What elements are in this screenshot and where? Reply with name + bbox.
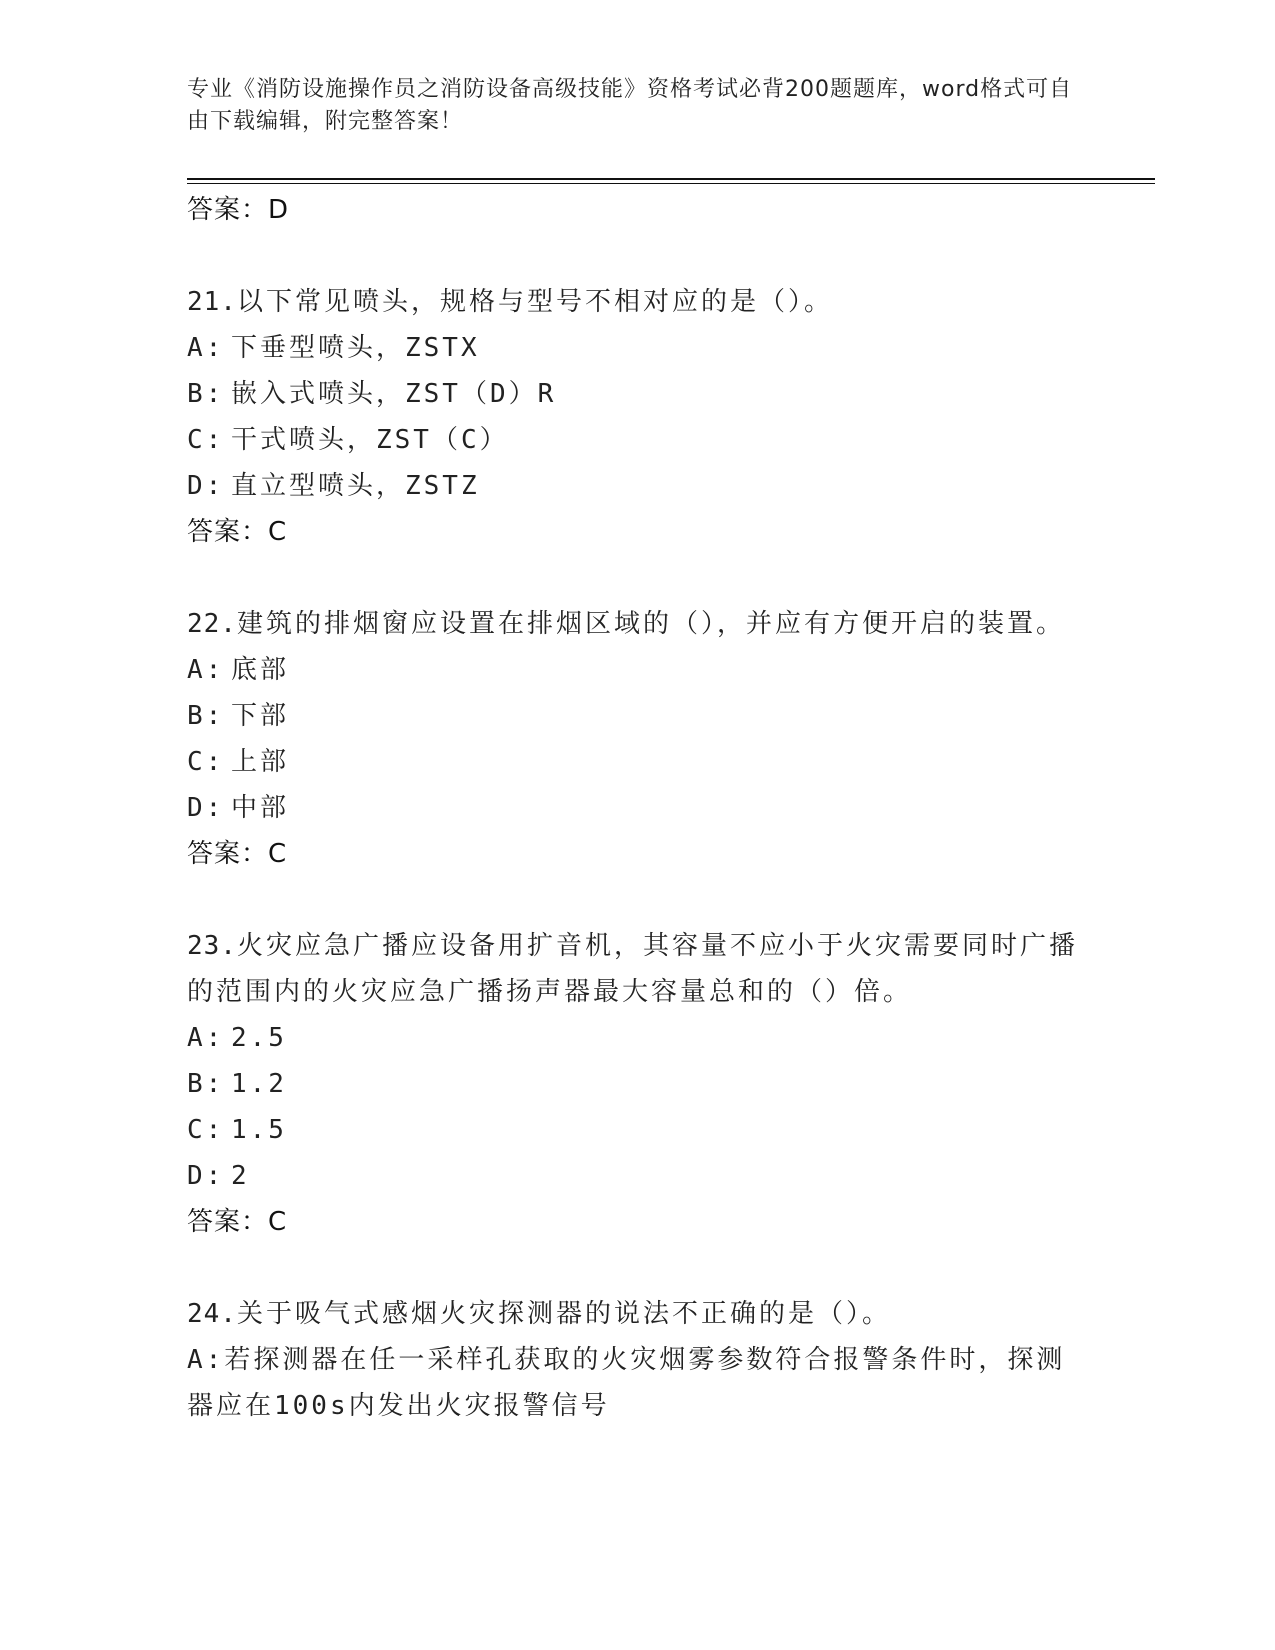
option-a [187,325,1087,371]
option-text: 若探测器在任一采样孔获取的火灾烟雾参数符合报警条件时，探测器应在100s内发出火灾报警信号 [187,1345,1066,1421]
answer-value: C [268,839,288,869]
option-key: A: [187,655,225,685]
question-text: 火灾应急广播应设备用扩音机，其容量不应小于火灾需要同时广播的范围内的火灾应急广播扬声器最大容量总和的（）倍。 [187,931,1078,1007]
answer-line [187,187,1087,233]
question-number: 24. [187,1299,237,1329]
option-text: 直立型喷头，ZSTZ [231,471,480,501]
question-text: 关于吸气式感烟火灾探测器的说法不正确的是（）。 [236,1299,891,1329]
option-text: 底部 [231,655,290,685]
question-21 [187,279,1087,325]
option-key: B: [187,1069,225,1099]
option-text: 下部 [231,701,290,731]
option-key: C: [187,747,225,777]
header-divider-thin [187,183,1155,184]
option-a [187,1015,1087,1061]
option-key: A: [187,333,225,363]
option-key: B: [187,379,225,409]
answer-label: 答案： [187,517,269,547]
option-key: A: [187,1345,225,1375]
spacer [187,1245,1087,1291]
answer-line [187,831,1087,877]
option-c [187,1107,1087,1153]
question-number: 21. [187,287,237,317]
answer-value: C [268,1207,288,1237]
header-title: 专业《消防设施操作员之消防设备高级技能》资格考试必背200题题库，word格式可自由下载编辑，附完整答案！ [187,77,1073,134]
document-header [187,74,1087,138]
option-b [187,1061,1087,1107]
question-number: 23. [187,931,237,961]
answer-value: C [268,517,288,547]
option-text: 嵌入式喷头，ZST（D）R [231,379,557,409]
question-text: 建筑的排烟窗应设置在排烟区域的（），并应有方便开启的装置。 [236,609,1065,639]
option-c [187,417,1087,463]
question-text: 以下常见喷头，规格与型号不相对应的是（）。 [236,287,833,317]
answer-value: D [268,195,290,225]
option-key: C: [187,425,225,455]
spacer [187,877,1087,923]
option-a [187,647,1087,693]
answer-label: 答案： [187,1207,269,1237]
option-text: 1.5 [231,1115,287,1145]
option-key: C: [187,1115,225,1145]
question-22 [187,601,1087,647]
option-key: D: [187,793,225,823]
option-d [187,785,1087,831]
question-23 [187,923,1087,1015]
option-key: D: [187,1161,225,1191]
option-d [187,463,1087,509]
option-b [187,371,1087,417]
option-c [187,739,1087,785]
option-text: 2 [231,1161,250,1191]
option-text: 上部 [231,747,290,777]
option-text: 1.2 [231,1069,287,1099]
option-key: D: [187,471,225,501]
answer-label: 答案： [187,839,269,869]
header-divider-thick [187,178,1155,180]
answer-label: 答案： [187,195,269,225]
option-key: A: [187,1023,225,1053]
answer-line [187,1199,1087,1245]
option-text: 2.5 [231,1023,287,1053]
option-b [187,693,1087,739]
option-a [187,1337,1087,1429]
question-list [187,187,1087,1429]
question-24 [187,1291,1087,1337]
answer-line [187,509,1087,555]
option-text: 下垂型喷头，ZSTX [231,333,480,363]
question-number: 22. [187,609,237,639]
spacer [187,555,1087,601]
option-text: 干式喷头，ZST（C） [231,425,509,455]
option-text: 中部 [231,793,290,823]
option-key: B: [187,701,225,731]
spacer [187,233,1087,279]
option-d [187,1153,1087,1199]
